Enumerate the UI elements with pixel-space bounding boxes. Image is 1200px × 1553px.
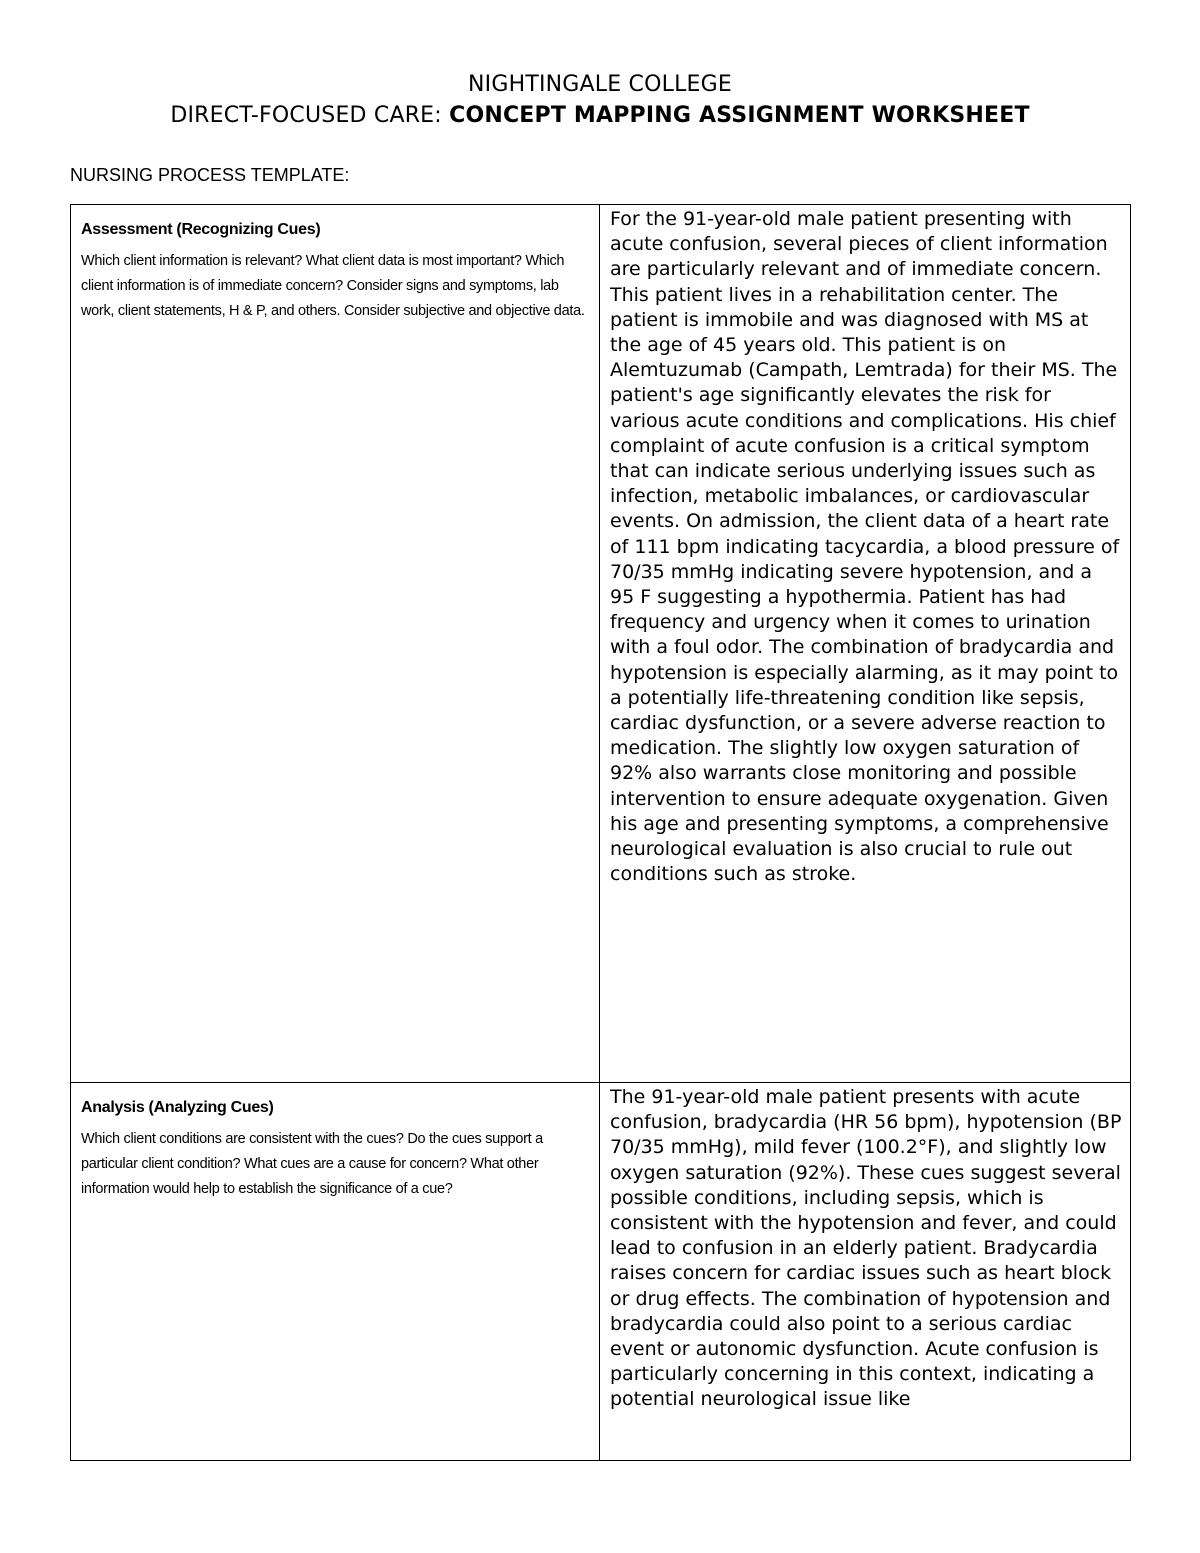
assessment-answer: For the 91-year-old male patient presenting with acute confusion, several pieces of client information are particularly relevant and of immediate concern. This patient lives in a rehabilitation center. The patient is immobile and was diagnosed with MS at the age of 45 years old. This patient is on Alemtuzumab (Campath, Lemtrada) for their MS. The patient's age significantly elevates the risk for various acute conditions and complications. His chief complaint of acute confusion is a critical symptom that can indicate serious underlying issues such as infection, metabolic imbalances, or cardiovascular events. On admission, the client data of a heart rate of 111 bpm indicating tacycardia, a blood pressure of 70/35 mmHg indicating severe hypotension, and a 95 F suggesting a hypothermia. Patient has had frequency and urgency when it comes to urination with a foul odor. The combination of bradycardia and hypotension is especially alarming, as it may point to a potentially life-threatening condition like sepsis, cardiac dysfunction, or a severe adverse reaction to medication. The slightly low oxygen saturation of 92% also warrants close monitoring and possible intervention to ensure adequate oxygenation. Given his age and presenting symptoms, a comprehensive neurological evaluation is also crucial to rule out conditions such as stroke. bbox=[610, 208, 1120, 886]
template-label: NURSING PROCESS TEMPLATE: bbox=[70, 165, 350, 185]
analysis-prompt-cell bbox=[71, 1083, 600, 1461]
table-row-assessment bbox=[71, 205, 1131, 1083]
assessment-prompt: Which client information is relevant? What client data is most important? Which client information is of immediate concern? Consider signs and symptoms, lab work, client statements, H & P, and others. Consider subjective and objective data. bbox=[81, 253, 585, 319]
worksheet-title-prefix: DIRECT-FOCUSED CARE: bbox=[170, 103, 450, 128]
assessment-prompt-cell bbox=[71, 205, 600, 1083]
assessment-answer-cell bbox=[600, 205, 1131, 1083]
analysis-heading: Analysis (Analyzing Cues) bbox=[81, 1099, 274, 1116]
worksheet-title bbox=[0, 100, 1200, 132]
assessment-answer-wrapper bbox=[610, 207, 1122, 1077]
document-header bbox=[0, 70, 1200, 132]
analysis-prompt: Which client conditions are consistent with the cues? Do the cues support a particular client condition? What cues are a cause for concern? What other information would help to establish the significance of a cue? bbox=[81, 1131, 543, 1197]
worksheet-title-bold: CONCEPT MAPPING ASSIGNMENT WORKSHEET bbox=[449, 103, 1030, 128]
analysis-answer-wrapper bbox=[610, 1085, 1122, 1455]
assessment-heading: Assessment (Recognizing Cues) bbox=[81, 221, 321, 238]
analysis-answer-cell bbox=[600, 1083, 1131, 1461]
analysis-answer: The 91-year-old male patient presents with acute confusion, bradycardia (HR 56 bpm), hypotension (BP 70/35 mmHg), mild fever (100.2°F), and slightly low oxygen saturation (92%). These cues suggest several possible conditions, including sepsis, which is consistent with the hypotension and fever, and could lead to confusion in an elderly patient. Bradycardia raises concern for cardiac issues such as heart block or drug effects. The combination of hypotension and bradycardia could also point to a serious cardiac event or autonomic dysfunction. Acute confusion is particularly concerning in this context, indicating a potential neurological issue like bbox=[610, 1086, 1122, 1411]
nursing-process-table bbox=[70, 204, 1131, 1461]
college-name: NIGHTINGALE COLLEGE bbox=[467, 72, 732, 97]
table-row-analysis bbox=[71, 1083, 1131, 1461]
